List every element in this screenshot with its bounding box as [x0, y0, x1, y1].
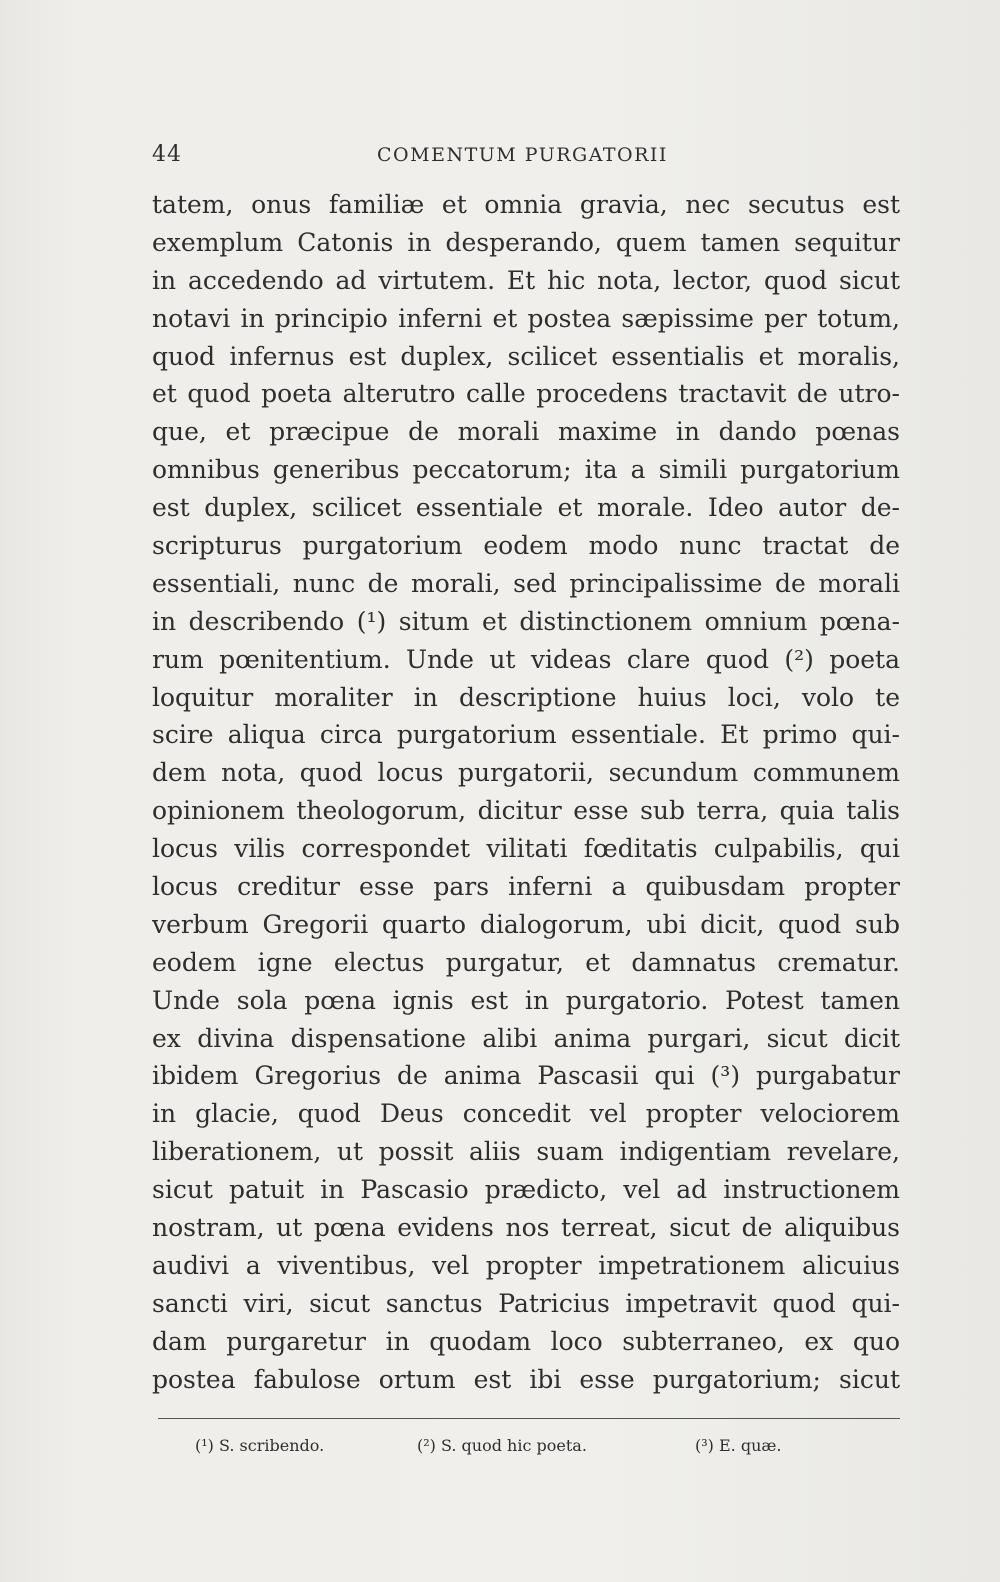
footnotes — [195, 1436, 835, 1460]
text-line: eodem igne electus purgatur, et damnatus crematur. — [152, 947, 900, 977]
text-line: ibidem Gregorius de anima Pascasii qui (³) purgabatur — [152, 1061, 900, 1091]
text-line: in accedendo ad virtutem. Et hic nota, lector, quod sicut — [152, 265, 900, 295]
text-line: notavi in principio inferni et postea sæpissime per totum, — [152, 303, 900, 333]
text-line: ex divina dispensatione alibi anima purgari, sicut dicit — [152, 1023, 900, 1053]
text-line: in describendo (¹) situm et distinctionem omnium pœna- — [152, 606, 900, 636]
text-line: in glacie, quod Deus concedit vel propter velociorem — [152, 1099, 900, 1129]
text-line: scire aliqua circa purgatorium essentiale. Et primo qui- — [152, 720, 900, 750]
text-line: exemplum Catonis in desperando, quem tamen sequitur — [152, 227, 900, 257]
text-line: que, et præcipue de morali maxime in dando pœnas — [152, 417, 900, 447]
text-line: sicut patuit in Pascasio prædicto, vel ad instructionem — [152, 1175, 900, 1205]
text-line: Unde sola pœna ignis est in purgatorio. Potest tamen — [152, 985, 900, 1015]
text-line: nostram, ut pœna evidens nos terreat, sicut de aliquibus — [152, 1213, 900, 1243]
footnote-3: (³) E. quæ. — [695, 1436, 782, 1455]
running-title: COMENTUM PURGATORII — [377, 144, 668, 166]
text-line: liberationem, ut possit aliis suam indigentiam revelare, — [152, 1137, 900, 1167]
footnote-divider — [158, 1418, 900, 1419]
text-line: quod infernus est duplex, scilicet essentialis et moralis, — [152, 341, 900, 371]
text-line: verbum Gregorii quarto dialogorum, ubi dicit, quod sub — [152, 909, 900, 939]
text-line: et quod poeta alterutro calle procedens tractavit de utro- — [152, 379, 900, 409]
body-text — [152, 186, 900, 1399]
page-number: 44 — [152, 142, 182, 167]
text-line: omnibus generibus peccatorum; ita a simili purgatorium — [152, 455, 900, 485]
text-line: locus vilis correspondet vilitati fœditatis culpabilis, qui — [152, 834, 900, 864]
text-line: locus creditur esse pars inferni a quibusdam propter — [152, 872, 900, 902]
text-line: dam purgaretur in quodam loco subterraneo, ex quo — [152, 1326, 900, 1356]
text-line: tatem, onus familiæ et omnia gravia, nec secutus est — [152, 190, 900, 219]
text-line: opinionem theologorum, dicitur esse sub terra, quia talis — [152, 796, 900, 826]
footnote-2: (²) S. quod hic poeta. — [417, 1436, 587, 1455]
text-line: essentiali, nunc de morali, sed principalissime de morali — [152, 568, 900, 598]
text-line: scripturus purgatorium eodem modo nunc tractat de — [152, 531, 900, 561]
text-line: dem nota, quod locus purgatorii, secundum communem — [152, 758, 900, 788]
text-line: audivi a viventibus, vel propter impetrationem alicuius — [152, 1250, 900, 1280]
text-line: est duplex, scilicet essentiale et morale. Ideo autor de- — [152, 493, 900, 523]
running-head — [152, 142, 900, 172]
text-line: loquitur moraliter in descriptione huius loci, volo te — [152, 682, 900, 712]
footnote-1: (¹) S. scribendo. — [195, 1436, 325, 1455]
text-line: sancti viri, sicut sanctus Patricius impetravit quod qui- — [152, 1288, 900, 1318]
text-line: rum pœnitentium. Unde ut videas clare quod (²) poeta — [152, 644, 900, 674]
text-line: postea fabulose ortum est ibi esse purgatorium; sicut — [152, 1364, 900, 1394]
